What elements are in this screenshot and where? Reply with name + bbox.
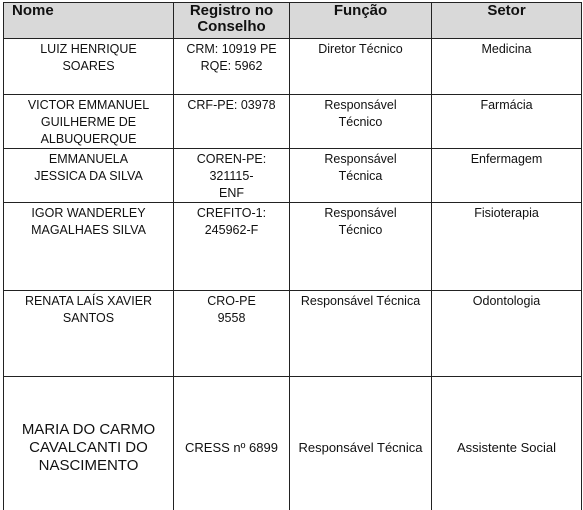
column-header-setor: Setor	[432, 3, 582, 39]
cell-registro	[174, 149, 290, 203]
funcao-text: Responsável Técnica	[300, 294, 421, 308]
cell-nome	[4, 95, 174, 149]
cell-registro	[174, 39, 290, 95]
setor-text: Enfermagem	[470, 152, 543, 166]
nome-text: VICTOR EMMANUEL GUILHERME DE ALBUQUERQUE	[27, 98, 150, 146]
cell-nome	[4, 377, 174, 510]
cell-setor	[432, 39, 582, 95]
registro-text: CREFITO-1: 245962-F	[196, 206, 267, 237]
table-row	[4, 149, 582, 203]
cell-funcao	[290, 377, 432, 510]
table-row	[4, 291, 582, 377]
funcao-text: Responsável Técnica	[324, 152, 397, 183]
cell-registro	[174, 95, 290, 149]
table-row	[4, 203, 582, 291]
cell-nome	[4, 39, 174, 95]
table-row	[4, 95, 582, 149]
registro-text: COREN-PE: 321115- ENF	[196, 152, 267, 200]
registro-text: CRM: 10919 PE RQE: 5962	[186, 42, 277, 73]
cell-funcao	[290, 291, 432, 377]
cell-funcao	[290, 39, 432, 95]
nome-text: RENATA LAÍS XAVIER SANTOS	[24, 294, 153, 325]
registro-text: CRF-PE: 03978	[187, 98, 276, 112]
registro-text: CRESS nº 6899	[185, 439, 278, 455]
cell-setor	[432, 95, 582, 149]
column-header-nome: Nome	[4, 3, 174, 39]
cell-setor	[432, 377, 582, 510]
cell-setor	[432, 203, 582, 291]
setor-text: Farmácia	[480, 98, 533, 112]
funcao-text: Diretor Técnico	[318, 42, 403, 56]
table-row	[4, 39, 582, 95]
funcao-text: Responsável Técnica	[298, 439, 423, 455]
table-row	[4, 377, 582, 510]
column-header-funcao: Função	[290, 3, 432, 39]
cell-funcao	[290, 203, 432, 291]
table-header-row	[4, 3, 582, 39]
cell-nome	[4, 291, 174, 377]
cell-nome	[4, 203, 174, 291]
setor-text: Odontologia	[472, 294, 541, 308]
cell-funcao	[290, 149, 432, 203]
nome-text: IGOR WANDERLEY MAGALHAES SILVA	[31, 206, 146, 237]
funcao-text: Responsável Técnico	[324, 206, 397, 237]
cell-registro	[174, 377, 290, 510]
cell-funcao	[290, 95, 432, 149]
setor-text: Medicina	[481, 42, 532, 56]
cell-setor	[432, 291, 582, 377]
cell-registro	[174, 203, 290, 291]
column-header-registro: Registro no Conselho	[174, 3, 290, 39]
cell-nome	[4, 149, 174, 203]
setor-text: Assistente Social	[457, 439, 556, 455]
nome-text: LUIZ HENRIQUE SOARES	[40, 42, 137, 73]
funcao-text: Responsável Técnico	[324, 98, 397, 129]
staff-table	[3, 2, 582, 510]
registro-text: CRO-PE 9558	[207, 294, 256, 325]
setor-text: Fisioterapia	[474, 206, 539, 220]
cell-registro	[174, 291, 290, 377]
nome-text: EMMANUELA JESSICA DA SILVA	[34, 152, 143, 183]
cell-setor	[432, 149, 582, 203]
nome-text: MARIA DO CARMO CAVALCANTI DO NASCIMENTO	[21, 420, 156, 474]
